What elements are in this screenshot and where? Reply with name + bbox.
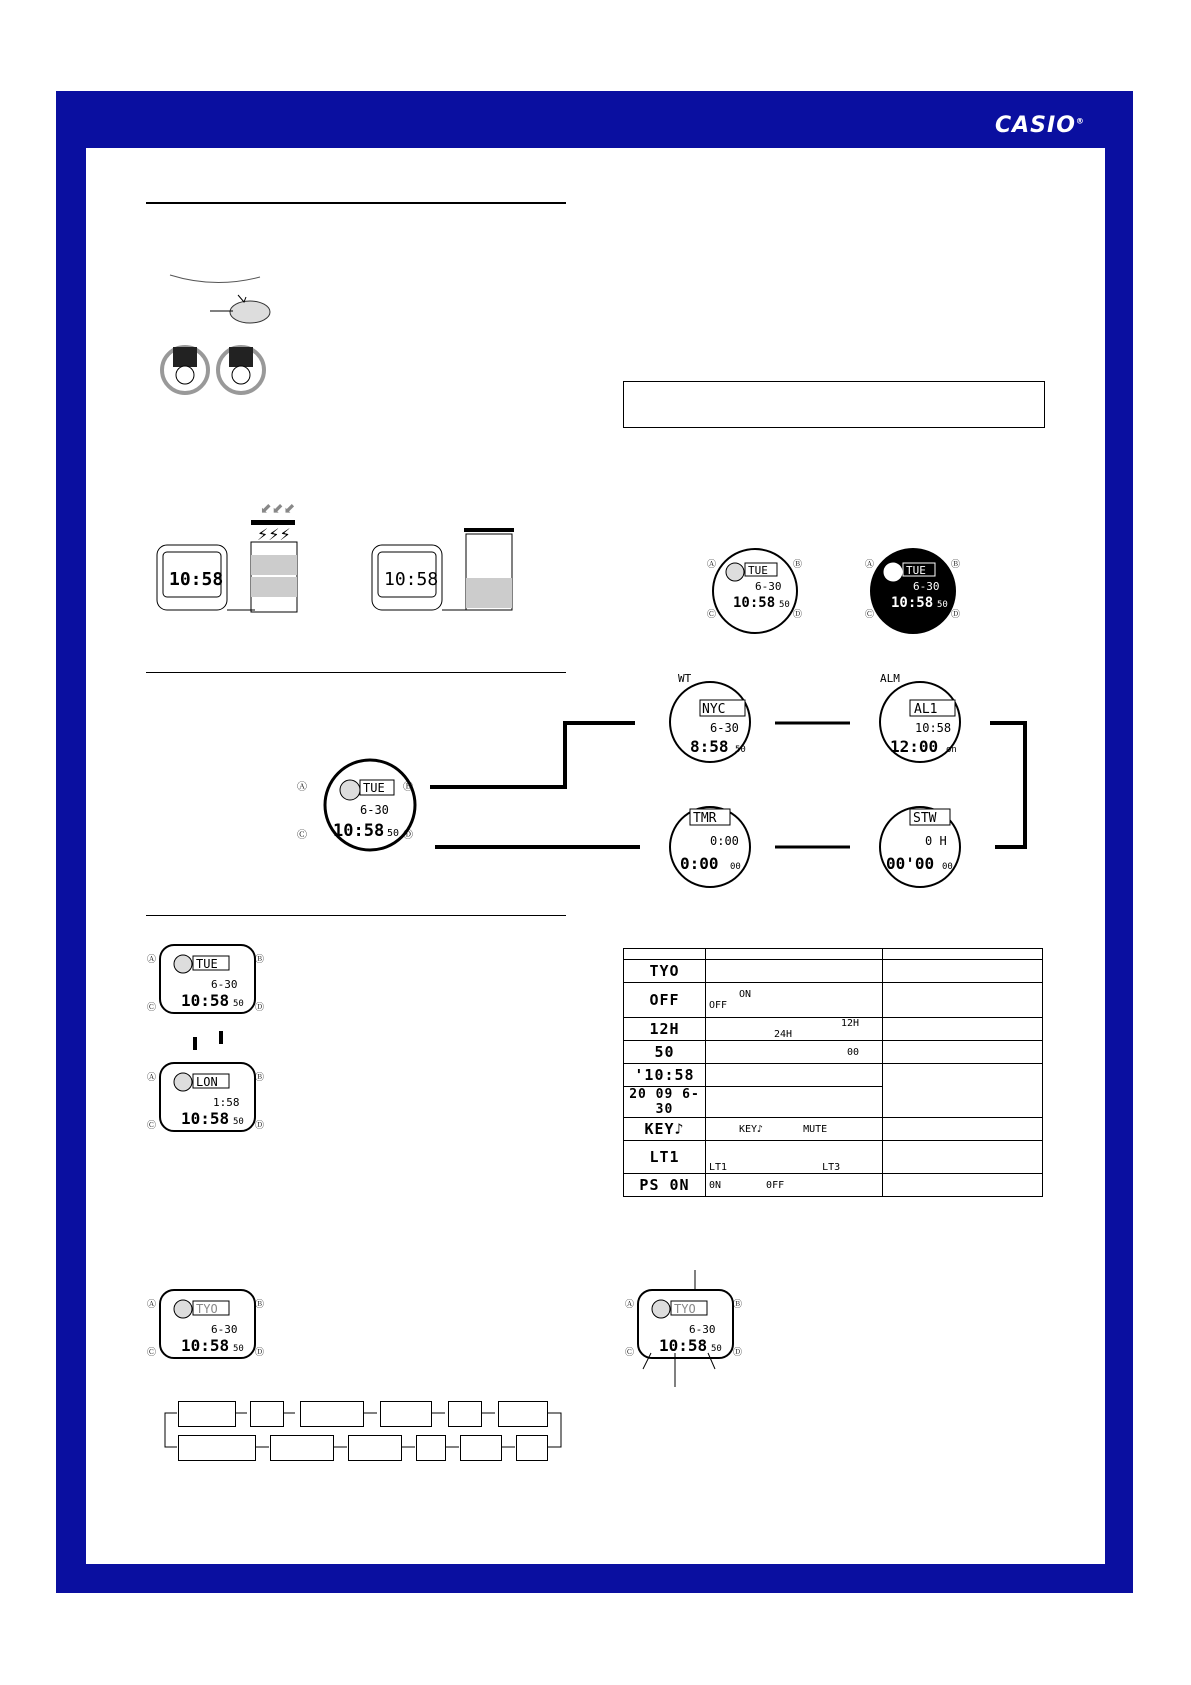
svg-text:TUE: TUE (363, 781, 385, 795)
svg-text:Ⓒ: Ⓒ (865, 610, 875, 620)
svg-text:00: 00 (942, 862, 953, 872)
solar-cell-illustration (145, 265, 275, 395)
mode-flow-diagram (295, 670, 1055, 890)
svg-text:1:58: 1:58 (213, 1096, 240, 1109)
svg-text:6-30: 6-30 (360, 803, 389, 817)
svg-text:Ⓐ: Ⓐ (297, 782, 307, 793)
svg-text:50: 50 (387, 828, 400, 839)
svg-text:AL1: AL1 (914, 702, 938, 717)
svg-text:Ⓑ: Ⓑ (403, 782, 413, 793)
svg-text:10:58: 10:58 (169, 569, 224, 590)
svg-text:TUE: TUE (748, 564, 768, 577)
svg-text:6-30: 6-30 (755, 580, 782, 593)
svg-text:Ⓐ: Ⓐ (147, 955, 157, 965)
svg-text:10:58: 10:58 (181, 1336, 230, 1355)
svg-text:10:58: 10:58 (384, 569, 439, 590)
svg-text:50: 50 (233, 1344, 244, 1354)
svg-text:Ⓑ: Ⓑ (793, 560, 803, 570)
table-row: KEY♪ KEY♪ MUTE (624, 1118, 1043, 1141)
svg-text:Ⓒ: Ⓒ (147, 1121, 157, 1131)
table-row: TYO (624, 960, 1043, 983)
svg-text:0:00: 0:00 (680, 854, 719, 873)
svg-text:10:58: 10:58 (733, 595, 776, 611)
svg-text:Ⓓ: Ⓓ (793, 610, 803, 620)
svg-text:Ⓓ: Ⓓ (403, 830, 413, 841)
svg-text:0 H: 0 H (925, 834, 947, 848)
table-row: PS 0N 0N 0FF (624, 1174, 1043, 1197)
svg-text:50: 50 (735, 745, 746, 755)
svg-text:Ⓒ: Ⓒ (625, 1348, 635, 1358)
svg-text:00'00: 00'00 (886, 854, 935, 873)
svg-text:10:58: 10:58 (659, 1336, 708, 1355)
charging-diagram-left (155, 500, 315, 620)
watch-timekeeping-dark (863, 545, 963, 640)
svg-text:Ⓑ: Ⓑ (733, 1300, 743, 1310)
notice-box (623, 381, 1045, 428)
svg-text:50: 50 (779, 600, 790, 610)
svg-text:50: 50 (233, 1117, 244, 1127)
svg-text:⚡⚡⚡: ⚡⚡⚡ (257, 525, 291, 544)
settings-table (623, 948, 1043, 1197)
casio-logo: CASIO® (995, 113, 1085, 138)
svg-text:10:58: 10:58 (915, 721, 952, 735)
table-row: OFF ON OFF (624, 983, 1043, 1018)
svg-text:Ⓒ: Ⓒ (707, 610, 717, 620)
table-row: '10:58 (624, 1064, 1043, 1087)
svg-text:STW: STW (913, 811, 937, 826)
svg-text:8:58: 8:58 (690, 737, 729, 756)
svg-text:TUE: TUE (906, 564, 926, 577)
svg-text:TYO: TYO (196, 1302, 218, 1316)
svg-text:Ⓓ: Ⓓ (255, 1348, 265, 1358)
svg-text:⬋⬋⬋: ⬋⬋⬋ (260, 501, 296, 517)
svg-text:12:00: 12:00 (890, 737, 939, 756)
svg-text:Ⓒ: Ⓒ (297, 830, 307, 841)
svg-text:Ⓒ: Ⓒ (147, 1003, 157, 1013)
svg-text:50: 50 (233, 999, 244, 1009)
svg-text:Ⓐ: Ⓐ (865, 560, 875, 570)
svg-text:10:58: 10:58 (333, 821, 385, 841)
table-row: 50 00 (624, 1041, 1043, 1064)
svg-text:ALM: ALM (880, 672, 900, 685)
table-row: 12H 12H 24H (624, 1018, 1043, 1041)
section-rule-3 (146, 915, 566, 916)
table-row: 20 09 6-30 (624, 1087, 1043, 1118)
flow-arrows (155, 1400, 565, 1465)
svg-text:LON: LON (196, 1075, 218, 1089)
svg-text:on: on (946, 745, 957, 755)
charging-diagram-right (370, 520, 530, 620)
svg-text:WT: WT (678, 672, 692, 685)
svg-text:50: 50 (937, 600, 948, 610)
svg-text:10:58: 10:58 (891, 595, 934, 611)
watch-setting-left (145, 1285, 270, 1365)
svg-text:Ⓓ: Ⓓ (255, 1003, 265, 1013)
svg-text:Ⓐ: Ⓐ (147, 1073, 157, 1083)
svg-text:Ⓐ: Ⓐ (147, 1300, 157, 1310)
svg-text:Ⓑ: Ⓑ (255, 955, 265, 965)
svg-text:6-30: 6-30 (211, 978, 238, 991)
svg-text:Ⓐ: Ⓐ (707, 560, 717, 570)
svg-text:Ⓓ: Ⓓ (951, 610, 961, 620)
svg-text:Ⓑ: Ⓑ (951, 560, 961, 570)
svg-text:NYC: NYC (702, 702, 726, 717)
svg-text:Ⓐ: Ⓐ (625, 1300, 635, 1310)
svg-text:Ⓓ: Ⓓ (733, 1348, 743, 1358)
svg-text:6-30: 6-30 (211, 1323, 238, 1336)
section-rule-1 (146, 202, 566, 204)
svg-text:6-30: 6-30 (689, 1323, 716, 1336)
svg-text:TMR: TMR (693, 811, 717, 826)
svg-text:Ⓑ: Ⓑ (255, 1300, 265, 1310)
svg-text:Ⓒ: Ⓒ (147, 1348, 157, 1358)
svg-text:10:58: 10:58 (181, 991, 230, 1010)
svg-text:TUE: TUE (196, 957, 218, 971)
watch-time-pair (145, 940, 270, 1140)
svg-text:0:00: 0:00 (710, 834, 739, 848)
watch-timekeeping (705, 545, 805, 640)
svg-text:10:58: 10:58 (181, 1109, 230, 1128)
svg-text:Ⓑ: Ⓑ (255, 1073, 265, 1083)
svg-text:Ⓓ: Ⓓ (255, 1121, 265, 1131)
svg-text:6-30: 6-30 (710, 721, 739, 735)
svg-text:50: 50 (711, 1344, 722, 1354)
svg-text:6-30: 6-30 (913, 580, 940, 593)
svg-text:00: 00 (730, 862, 741, 872)
svg-text:TYO: TYO (674, 1302, 696, 1316)
table-row: LT1 LT1 LT3 (624, 1141, 1043, 1174)
watch-setting-right (623, 1265, 748, 1395)
